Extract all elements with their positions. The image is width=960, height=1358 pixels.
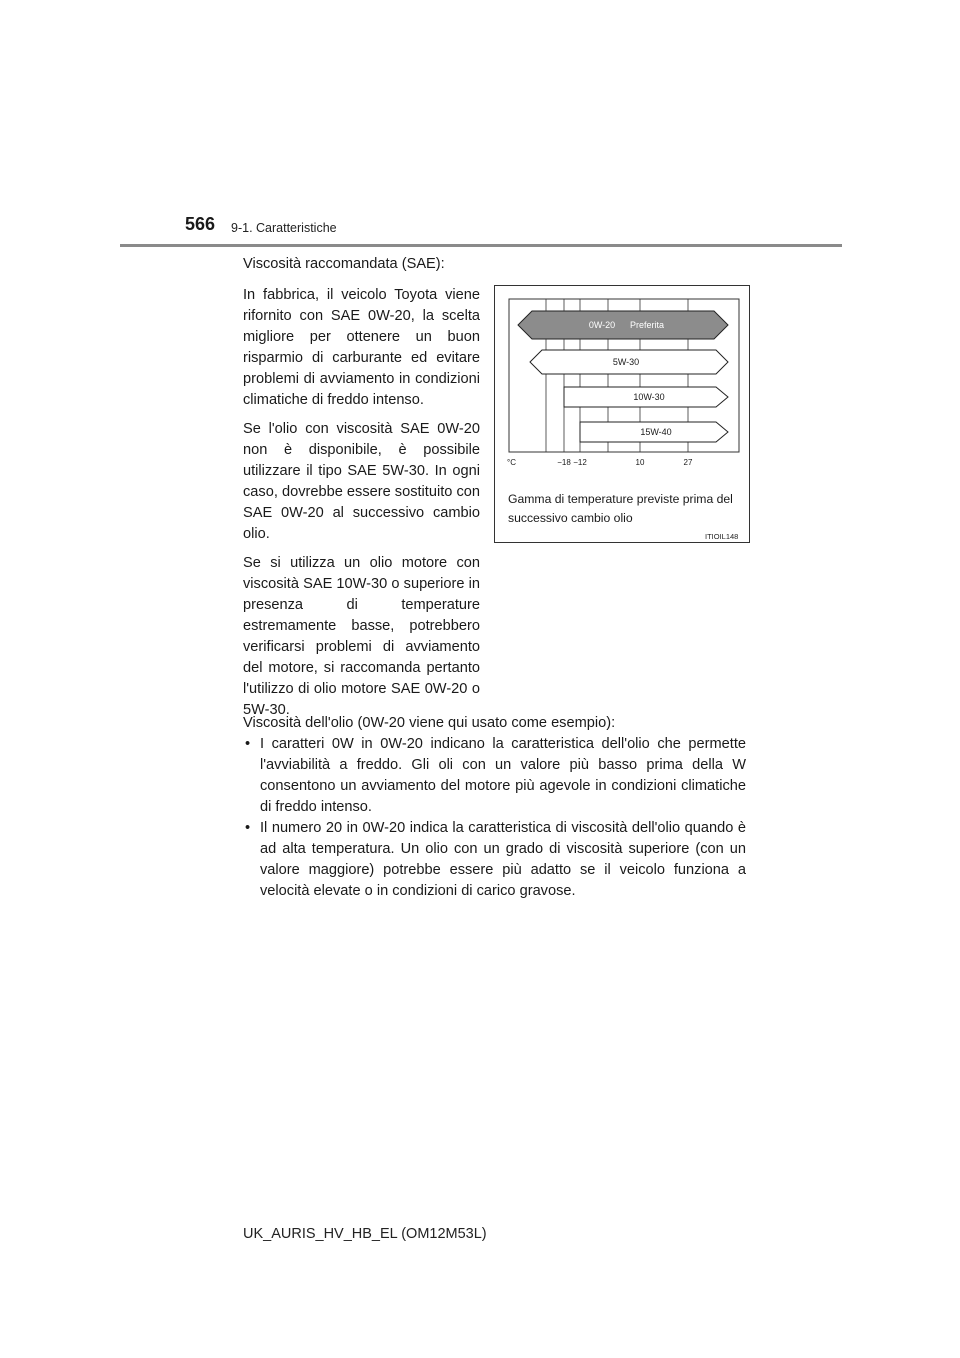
header-rule — [120, 244, 842, 247]
footer-code: UK_AURIS_HV_HB_EL (OM12M53L) — [243, 1226, 487, 1242]
figure-code: ITIOIL148 — [705, 532, 739, 541]
bullet-item — [243, 818, 746, 902]
paragraph: In fabbrica, il veicolo Toyota viene rifornito con SAE 0W-20, la scelta migliore per ottenere un buon risparmio di carburante ed evitare problemi di avviamento in condizioni climatiche di freddo intenso. — [243, 287, 480, 408]
body-text — [243, 713, 746, 902]
section-title: 9-1. Caratteristiche — [231, 221, 337, 235]
page-number: 566 — [185, 214, 216, 234]
bar-0w20 — [518, 311, 728, 339]
left-column — [243, 254, 480, 729]
bullet-list — [243, 734, 746, 902]
bullet-glyph: • — [245, 736, 251, 752]
bar-label-5w30: 5W-30 — [612, 357, 640, 367]
paragraph: Se si utilizza un olio motore con viscosità SAE 10W-30 o superiore in presenza di temperature estremamente basse, potrebbero verificarsi problemi di avviamento del motore, si raccomanda pertanto l'utilizzo di olio motore SAE 0W-20 o 5W-30. — [243, 555, 480, 718]
intro-text: Viscosità raccomandata (SAE): — [243, 256, 445, 272]
bullet-text: Il numero 20 in 0W-20 indica la caratteristica di viscosità dell'olio quando è ad alta temperatura. Un olio con un grado di viscosità superiore (con un valore maggiore) potrebbe essere più adatto se il veicolo funziona a velocità elevate o in condizioni di carico gravose. — [260, 820, 746, 899]
paragraph: Se l'olio con viscosità SAE 0W-20 non è disponibile, è possibile utilizzare il tipo SAE 5W-30. In ogni caso, dovrebbe essere sostituito con SAE 0W-20 al successivo cambio olio. — [243, 421, 480, 542]
bar-label-0w20: 0W-20 — [588, 320, 616, 330]
viscosity-chart — [494, 285, 750, 485]
lead-text: Viscosità dell'olio (0W-20 viene qui usato come esempio): — [243, 715, 616, 731]
tick-label: 27 — [683, 458, 693, 467]
figure-caption: Gamma di temperature previste prima del successivo cambio olio — [508, 492, 733, 525]
tick-label: −12 — [573, 458, 587, 467]
tick-label: −18 — [557, 458, 571, 467]
bar-note-preferita: Preferita — [629, 320, 665, 330]
bullet-item — [243, 734, 746, 818]
bullet-text: I caratteri 0W in 0W-20 indicano la caratteristica dell'olio che permette l'avviabilità a freddo. Gli oli con un valore più basso prima della W consentono un avviamento del motore più agevole in condizioni climatiche di freddo intenso. — [260, 736, 746, 815]
bar-label-10w30: 10W-30 — [633, 392, 665, 402]
bullet-glyph: • — [245, 820, 251, 836]
unit-label: °C — [507, 458, 516, 467]
bar-label-15w40: 15W-40 — [640, 427, 672, 437]
tick-label: 10 — [635, 458, 645, 467]
